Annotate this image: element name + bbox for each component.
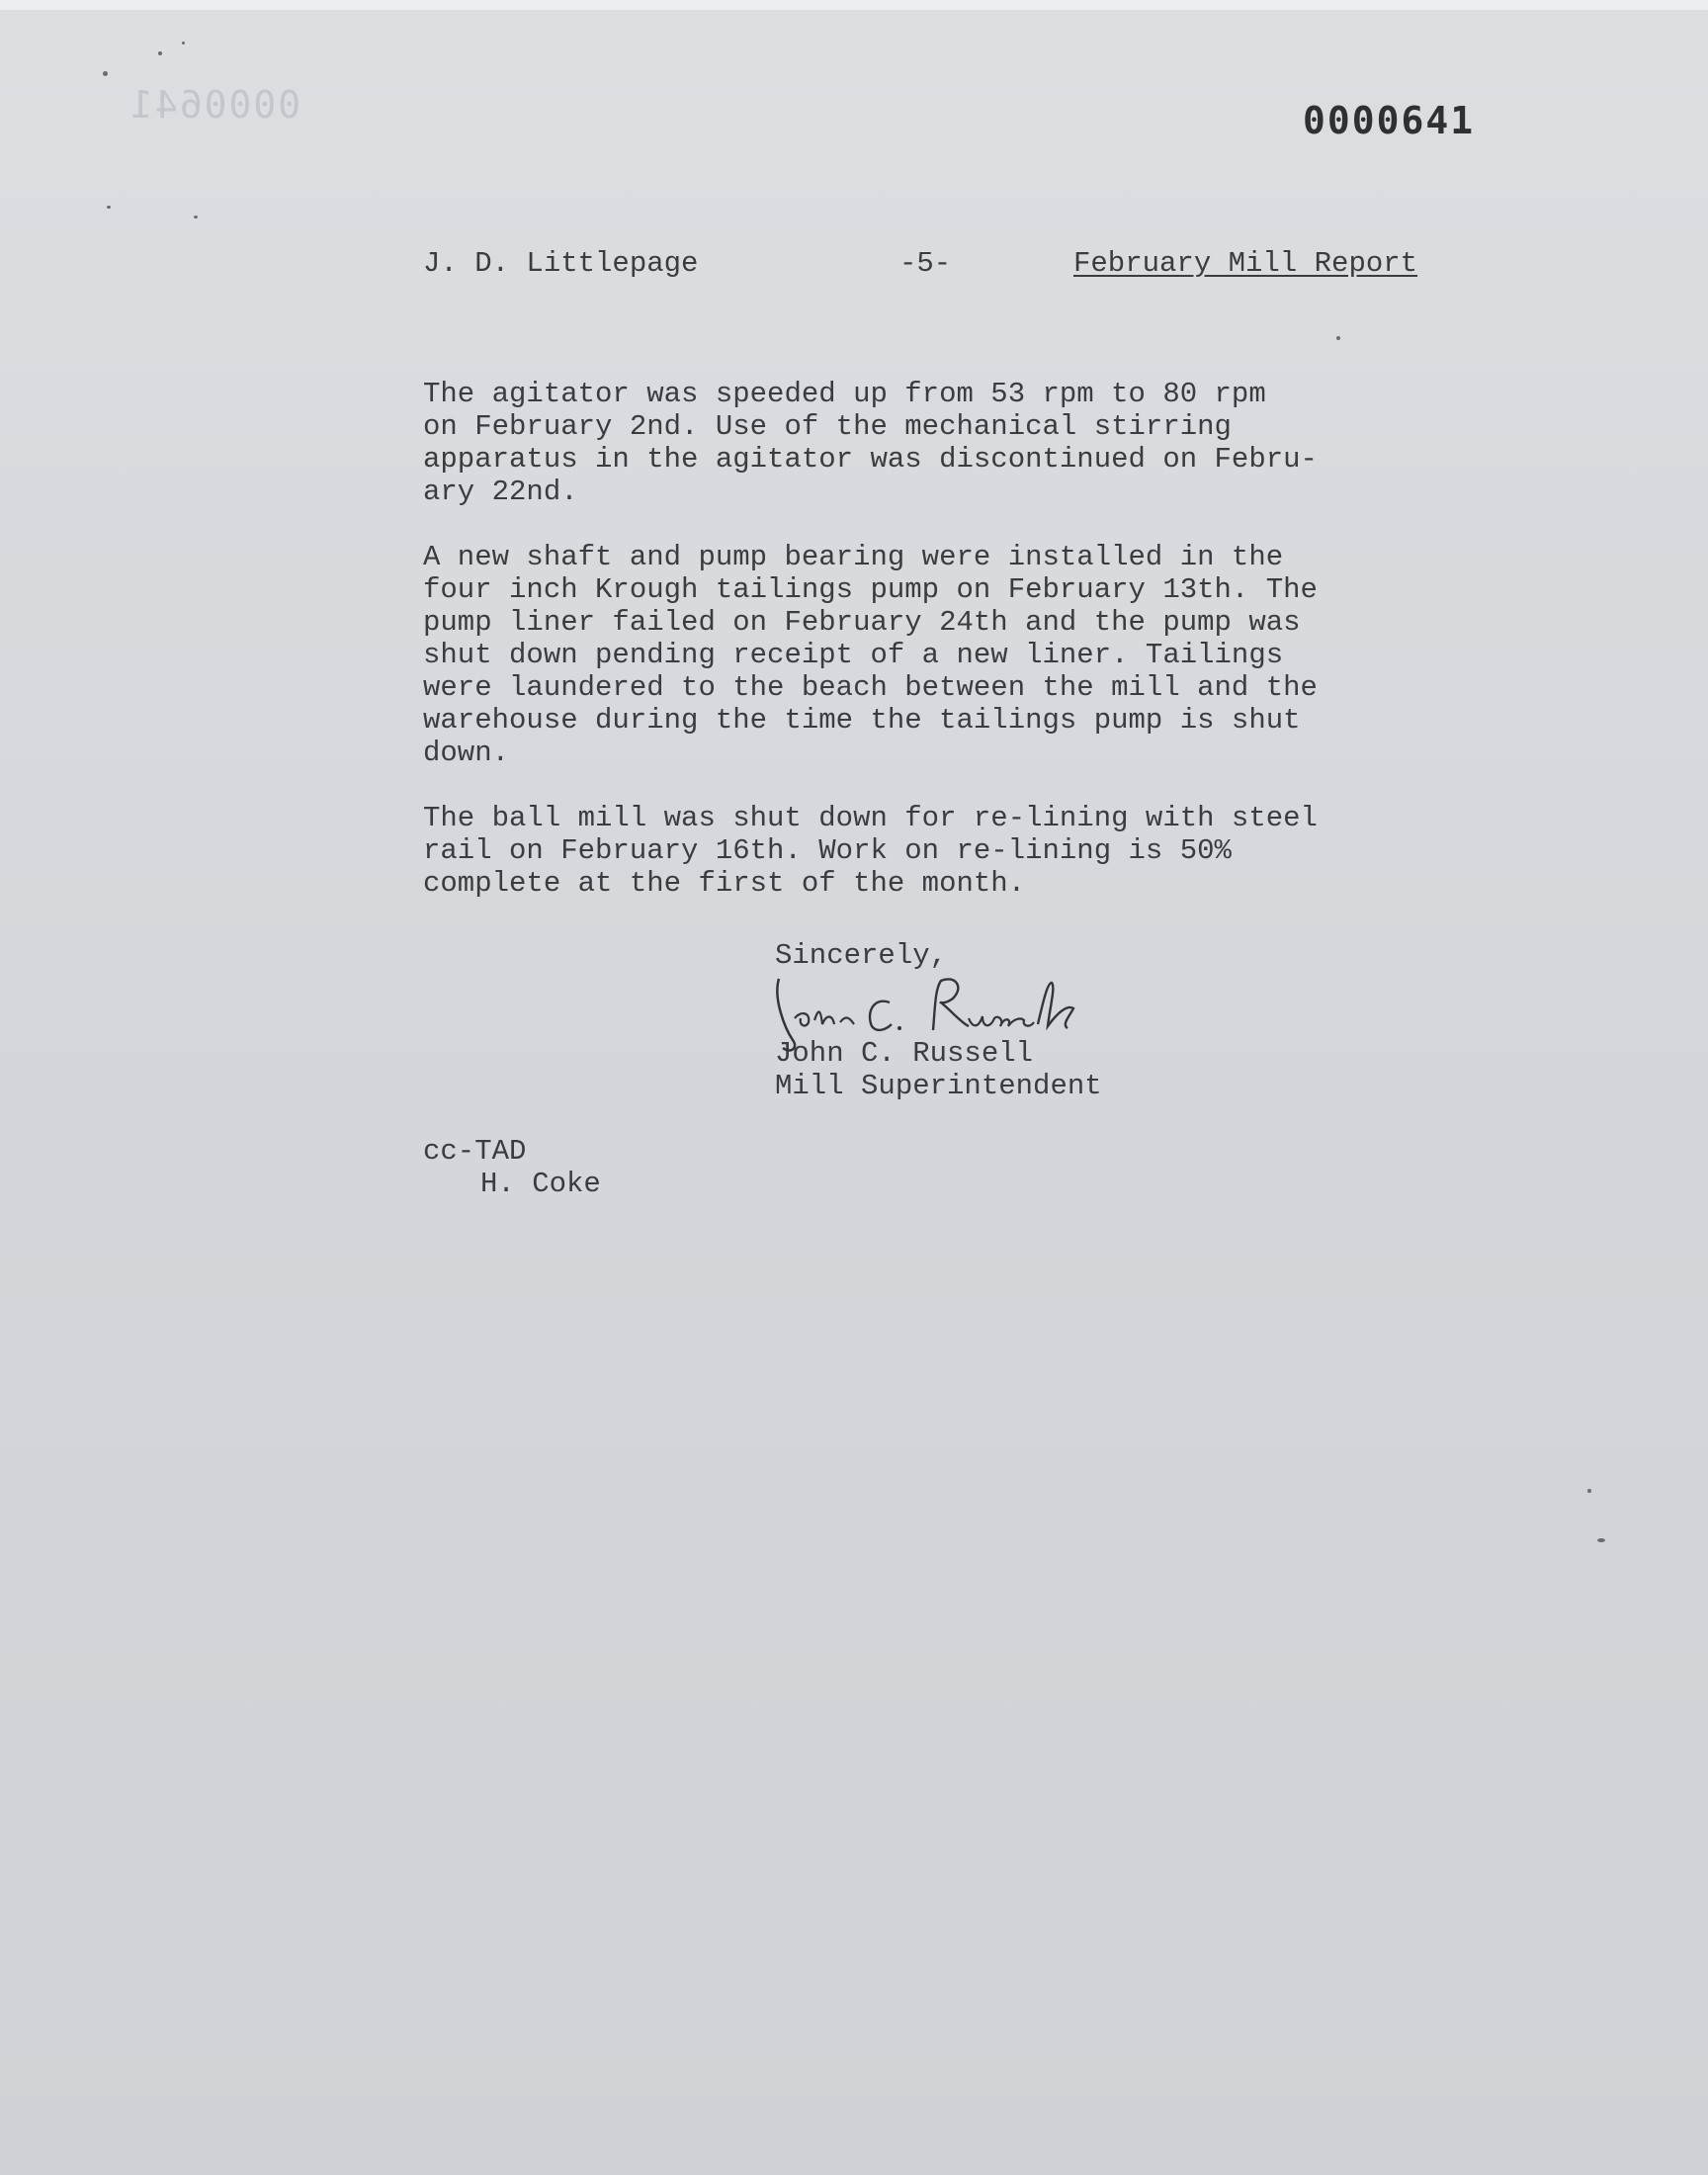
speck — [194, 216, 198, 218]
cc-recipient: H. Coke — [480, 1168, 601, 1200]
closing: Sincerely, — [775, 939, 948, 972]
paragraph-ball-mill: The ball mill was shut down for re-lining with steel rail on February 16th. Work on re-lining is 50% complete at the first of the month. — [423, 802, 1318, 900]
recipient-name: J. D. Littlepage — [423, 247, 699, 280]
speck — [107, 206, 111, 209]
speck — [158, 51, 162, 55]
document-stamp-number: 0000641 — [1303, 99, 1476, 142]
signature-block — [775, 939, 1102, 1102]
speck — [103, 71, 108, 76]
speck — [182, 42, 185, 44]
speck — [1336, 336, 1340, 340]
speck — [1597, 1538, 1605, 1542]
paragraph-agitator: The agitator was speeded up from 53 rpm to 80 rpm on February 2nd. Use of the mechanical stirring apparatus in the agitator was discontinued on Febru- ary 22nd. — [423, 378, 1318, 508]
signer-title: Mill Superintendent — [775, 1070, 1102, 1102]
bleed-through-number: 0000641 — [128, 83, 301, 127]
letter-header — [423, 247, 1471, 287]
report-title: February Mill Report — [1073, 247, 1418, 280]
signer-name: John C. Russell — [775, 1037, 1034, 1070]
letter-body — [423, 378, 1471, 932]
page-number: -5- — [899, 247, 952, 280]
speck — [1587, 1489, 1591, 1493]
cc-block — [423, 1135, 601, 1200]
cc-label: cc-TAD — [423, 1135, 527, 1168]
paragraph-pump: A new shaft and pump bearing were installed in the four inch Krough tailings pump on February 13th. The pump liner failed on February 24th and the pump was shut down pending receipt of a new liner. Tailings were laundered to the beach between the mill and the warehouse during the time the tailings pump is shut down. — [423, 541, 1318, 769]
scan-edge — [0, 0, 1708, 10]
handwritten-signature — [771, 969, 1107, 1058]
